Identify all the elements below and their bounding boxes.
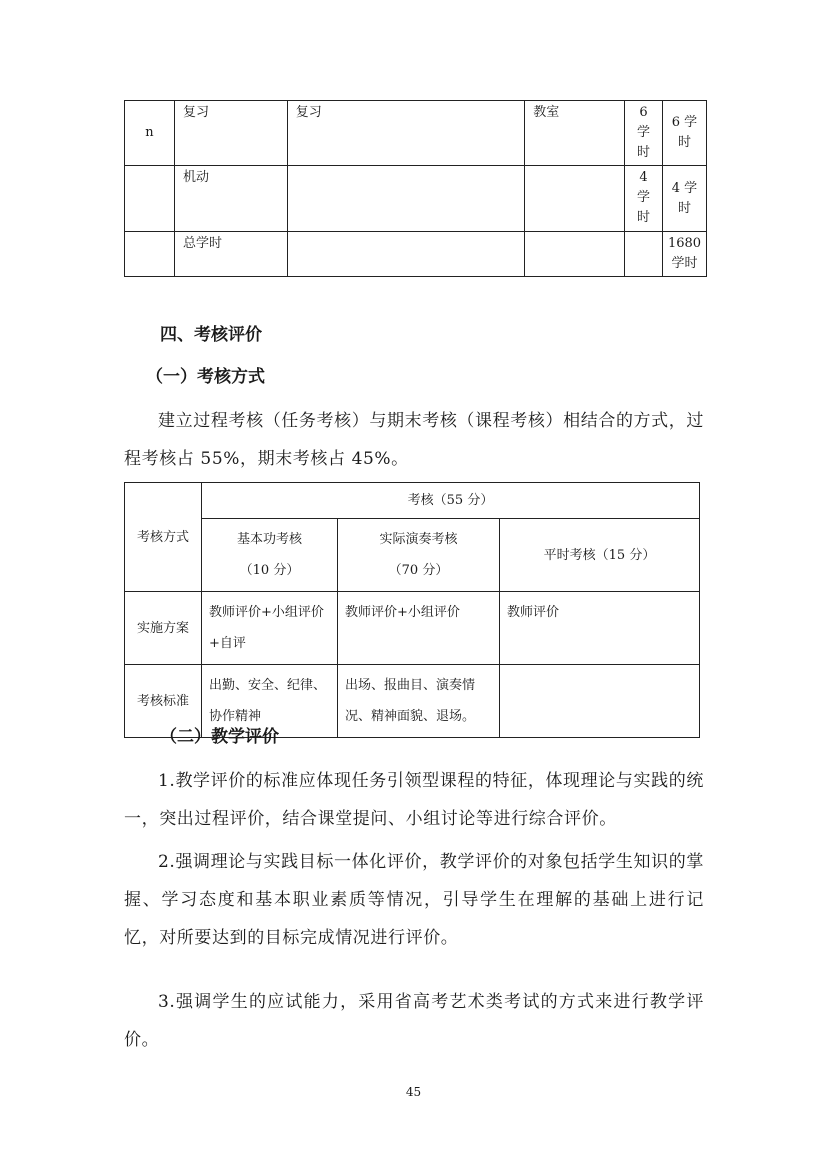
column-name: 基本功考核 <box>236 532 302 547</box>
paragraph <box>124 402 704 478</box>
subsection-heading: （二）教学评价 <box>160 727 279 747</box>
paragraph <box>124 843 704 957</box>
table-row <box>125 166 707 232</box>
table-cell: 教师评价+小组评价 <box>338 592 500 665</box>
cell-sub <box>287 166 524 232</box>
table-row <box>125 232 707 277</box>
cell-sub: 复习 <box>287 101 524 166</box>
cell-total: 6 学 时 <box>662 101 706 166</box>
section-heading: 四、考核评价 <box>160 325 262 345</box>
column-score: （10 分） <box>239 563 300 578</box>
row-index <box>125 166 175 232</box>
cell-content: 复习 <box>174 101 287 166</box>
table-row <box>125 483 700 519</box>
cell-sub <box>287 232 524 277</box>
paragraph-text: 3.强调学生的应试能力，采用省高考艺术类考试的方式来进行教学评价。 <box>124 992 704 1050</box>
column-header <box>202 519 338 592</box>
corner-header: 考核方式 <box>125 483 202 592</box>
schedule-table <box>124 100 707 277</box>
row-index: n <box>125 101 175 166</box>
assessment-table <box>124 482 700 738</box>
cell-total: 4 学 时 <box>662 166 706 232</box>
column-score: （70 分） <box>388 563 449 578</box>
paragraph-text: 1.教学评价的标准应体现任务引领型课程的特征，体现理论与实践的统一，突出过程评价，结合课堂提问、小组讨论等进行综合评价。 <box>124 771 704 829</box>
table-row <box>125 519 700 592</box>
table-cell: 教师评价+小组评价+自评 <box>202 592 338 665</box>
paragraph-text: 建立过程考核（任务考核）与期末考核（课程考核）相结合的方式，过程考核占 55%，期末考核占 45%。 <box>124 411 704 469</box>
table-cell <box>500 665 700 738</box>
row-index <box>125 232 175 277</box>
row-label: 实施方案 <box>125 592 202 665</box>
paragraph <box>124 983 704 1059</box>
cell-content: 机动 <box>174 166 287 232</box>
table-cell: 出场、报曲目、演奏情况、精神面貌、退场。 <box>338 665 500 738</box>
table-row <box>125 592 700 665</box>
table-row <box>125 101 707 166</box>
subsection-heading: （一）考核方式 <box>146 367 265 387</box>
table-cell: 出勤、安全、纪律、协作精神 <box>202 665 338 738</box>
column-name: 实际演奏考核 <box>379 532 458 547</box>
column-header: 平时考核（15 分） <box>500 519 700 592</box>
cell-total: 1680 学时 <box>662 232 706 277</box>
row-label: 考核标准 <box>125 665 202 738</box>
cell-hours <box>625 232 663 277</box>
group-header: 考核（55 分） <box>202 483 700 519</box>
cell-place <box>525 232 625 277</box>
cell-hours: 4 学 时 <box>625 166 663 232</box>
paragraph <box>124 762 704 838</box>
cell-hours: 6 学 时 <box>625 101 663 166</box>
column-header <box>338 519 500 592</box>
page-number: 45 <box>405 1085 422 1099</box>
table-cell: 教师评价 <box>500 592 700 665</box>
cell-place <box>525 166 625 232</box>
cell-content: 总学时 <box>174 232 287 277</box>
cell-place: 教室 <box>525 101 625 166</box>
paragraph-text: 2.强调理论与实践目标一体化评价，教学评价的对象包括学生知识的掌握、学习态度和基本职业素质等情况，引导学生在理解的基础上进行记忆，对所要达到的目标完成情况进行评价。 <box>124 852 704 948</box>
